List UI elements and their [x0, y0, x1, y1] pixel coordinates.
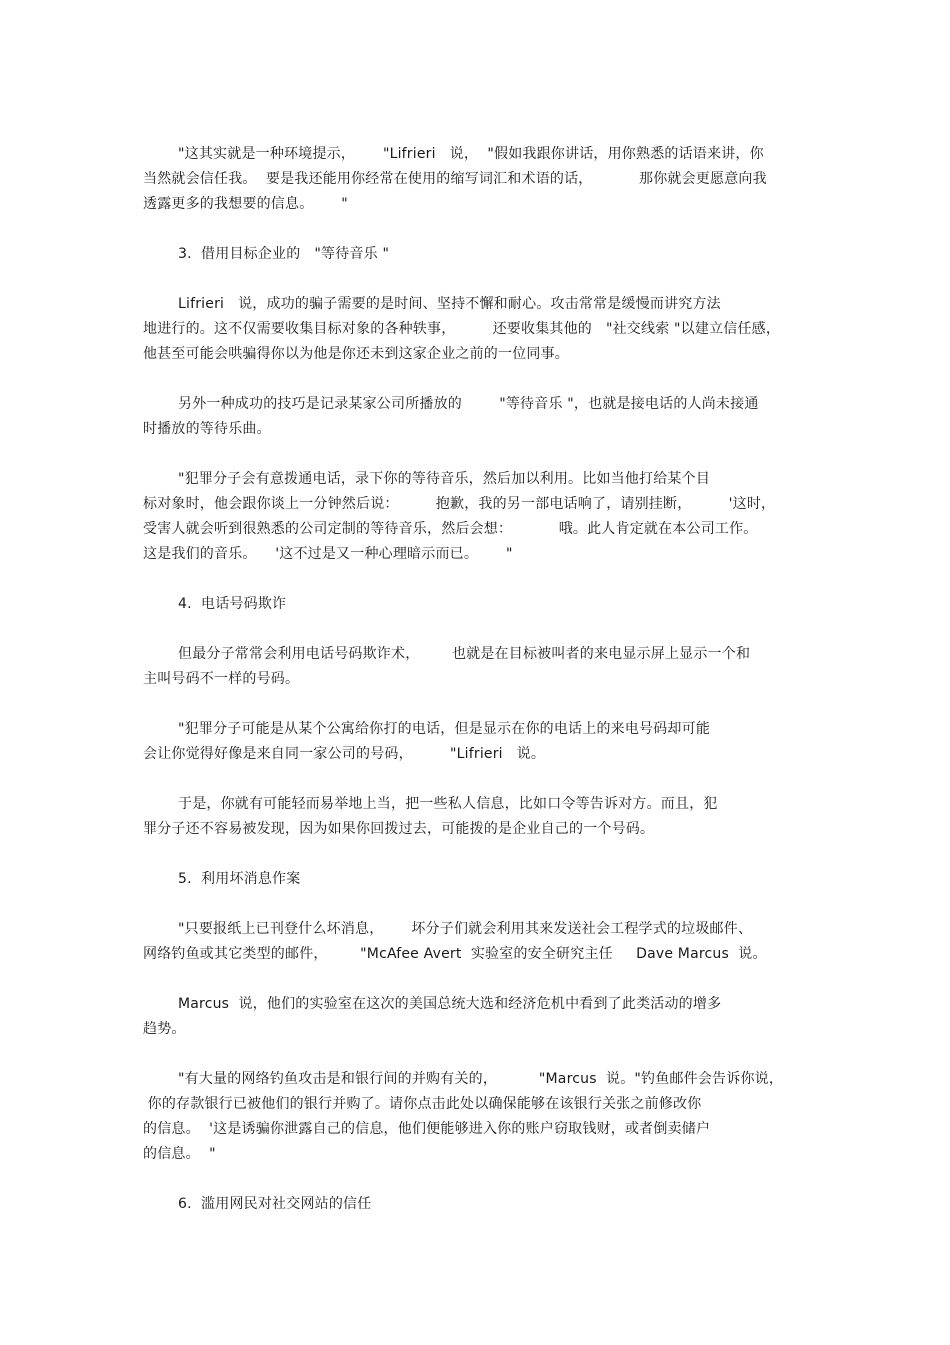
text-line: 透露更多的我想要的信息。 ": [143, 196, 348, 212]
text-line: "犯罪分子可能是从某个公寓给你打的电话，但是显示在你的电话上的来电号码却可能: [178, 721, 711, 737]
text-line: "只要报纸上已刊登什么坏消息， 坏分子们就会利用其来发送社会工程学式的垃圾邮件、: [178, 921, 753, 937]
section-heading: 6. 滥用网民对社交网站的信任: [178, 1196, 372, 1212]
text-line: 他甚至可能会哄骗得你以为他是你还未到这家企业之前的一位同事。: [143, 346, 569, 362]
text-line: 网络钓鱼或其它类型的邮件， "McAfee Avert 实验室的安全研究主任 Dave Marcus 说。: [143, 946, 767, 962]
text-line: 地进行的。这不仅需要收集目标对象的各种轶事， 还要收集其他的 "社交线索 "以建立信任感，: [143, 321, 781, 337]
text-line: 主叫号码不一样的号码。: [143, 671, 300, 687]
text-line: 当然就会信任我。 要是我还能用你经常在使用的缩写词汇和术语的话， 那你就会更愿意向我: [143, 171, 767, 187]
section-heading: 3. 借用目标企业的 "等待音乐 ": [178, 246, 390, 262]
text-line: "有大量的网络钓鱼攻击是和银行间的并购有关的， "Marcus 说。"钓鱼邮件会告诉你说，: [178, 1071, 784, 1087]
text-line: Marcus 说，他们的实验室在这次的美国总统大选和经济危机中看到了此类活动的增多: [178, 996, 722, 1012]
text-line: 罪分子还不容易被发现，因为如果你回拨过去，可能拨的是企业自己的一个号码。: [143, 821, 655, 837]
text-line: 另外一种成功的技巧是记录某家公司所播放的 "等待音乐 "，也就是接电话的人尚未接通: [178, 396, 759, 412]
text-line: 的信息。 ": [143, 1146, 216, 1162]
text-line: 时播放的等待乐曲。: [143, 421, 271, 437]
text-line: 趋势。: [143, 1021, 186, 1037]
text-line: 但最分子常常会利用电话号码欺诈术， 也就是在目标被叫者的来电显示屏上显示一个和: [178, 646, 751, 662]
text-line: 于是，你就有可能轻而易举地上当，把一些私人信息，比如口令等告诉对方。而且，犯: [178, 796, 718, 812]
section-heading: 5. 利用坏消息作案: [178, 871, 301, 887]
text-line: "犯罪分子会有意拨通电话，录下你的等待音乐，然后加以利用。比如当他打给某个目: [178, 471, 711, 487]
text-line: 你的存款银行已被他们的银行并购了。请你点击此处以确保能够在该银行关张之前修改你: [143, 1096, 702, 1112]
text-line: 受害人就会听到很熟悉的公司定制的等待音乐，然后会想： 哦。此人肯定就在本公司工作。: [143, 521, 758, 537]
text-line: 的信息。 '这是诱骗你泄露自己的信息，他们便能够进入你的账户窃取钱财，或者倒卖储户: [143, 1121, 711, 1137]
text-line: "这其实就是一种环境提示， "Lifrieri 说， "假如我跟你讲话，用你熟悉的话语来讲，你: [178, 146, 764, 162]
text-line: 标对象时，他会跟你谈上一分钟然后说： 抱歉，我的另一部电话响了，请别挂断， '这时，: [143, 496, 776, 512]
text-line: 这是我们的音乐。 '这不过是又一种心理暗示而已。 ": [143, 546, 513, 562]
section-heading: 4. 电话号码欺诈: [178, 596, 287, 612]
text-line: 会让你觉得好像是来自同一家公司的号码， "Lifrieri 说。: [143, 746, 546, 762]
text-line: Lifrieri 说，成功的骗子需要的是时间、坚持不懈和耐心。攻击常常是缓慢而讲究方法: [178, 296, 721, 312]
